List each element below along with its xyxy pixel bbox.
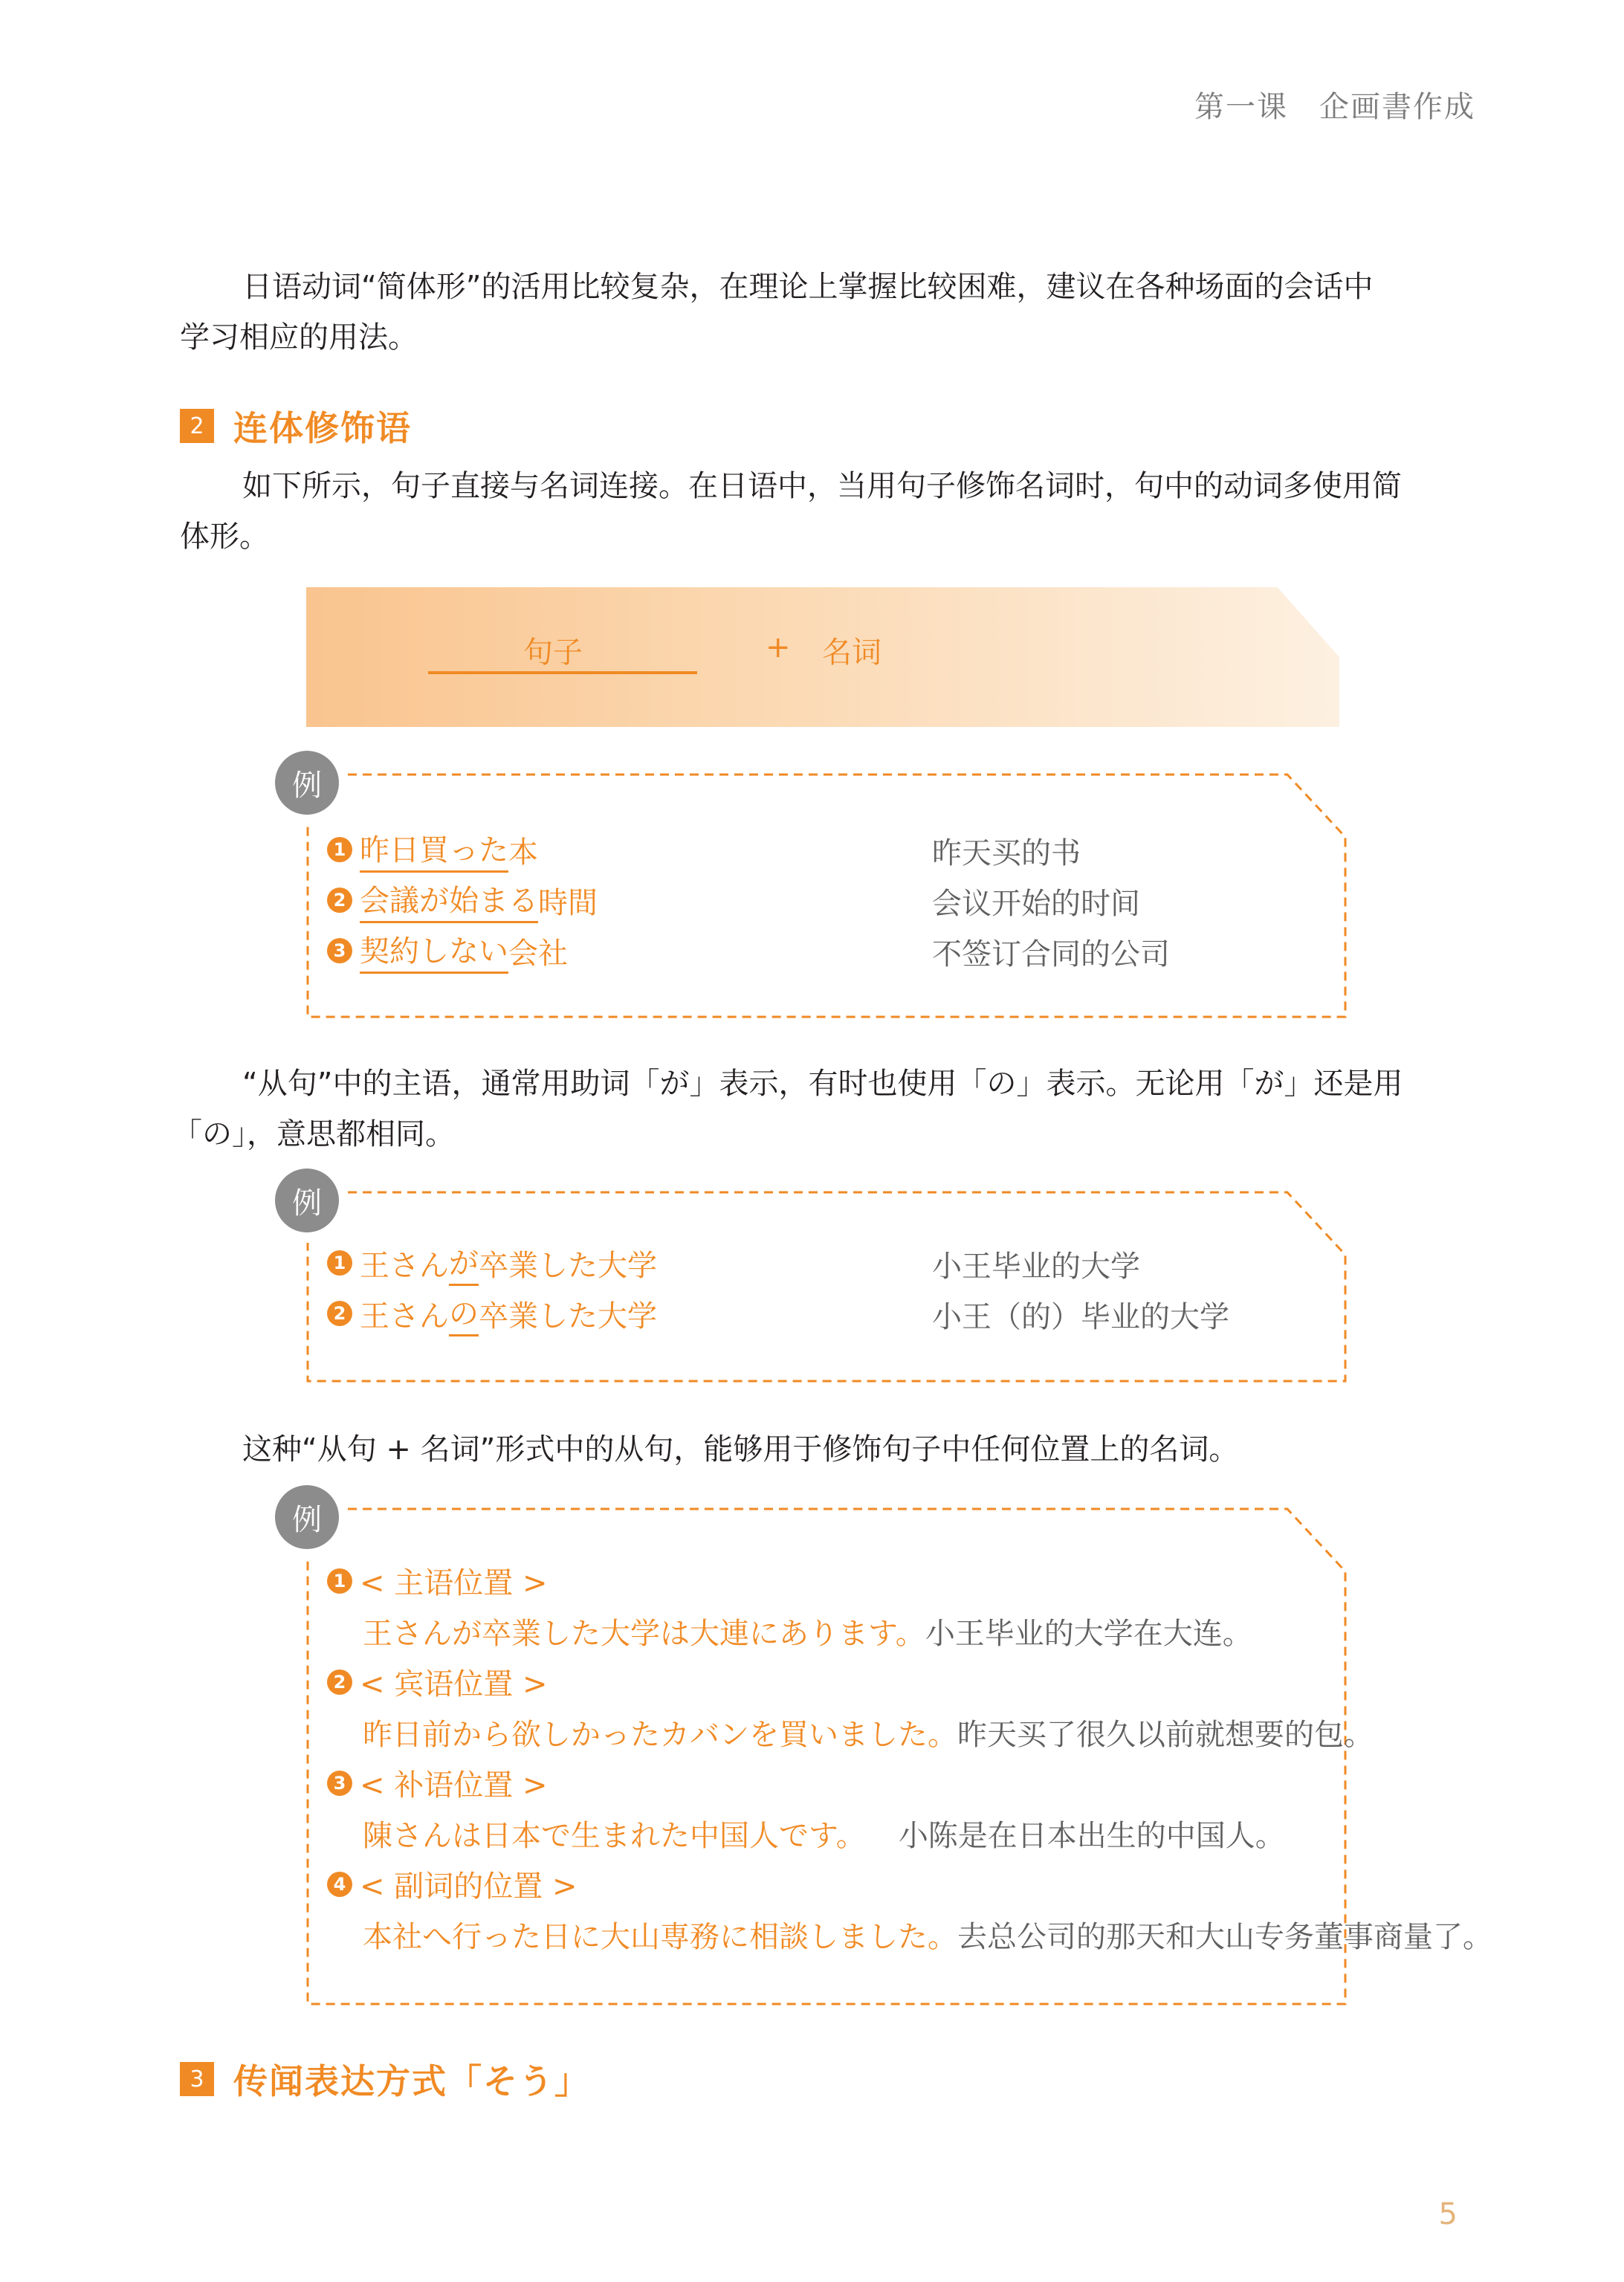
example-1-item-3-ja <box>327 928 568 974</box>
japanese-sentence: 本社へ行った日に大山専務に相談しました。 <box>363 1920 957 1954</box>
number-circle-icon: 2 <box>327 888 352 913</box>
example-1-item-3-zh: 不签订合同的公司 <box>932 937 1170 972</box>
page-number: 5 <box>1438 2197 1458 2231</box>
example-3-item-1-label <box>327 1559 547 1602</box>
noun-text: 時間 <box>538 885 598 920</box>
number-circle-icon: 1 <box>327 1568 352 1594</box>
section-3-heading <box>180 2055 590 2104</box>
example-3-item-2-sentence <box>363 1711 1374 1753</box>
example-1-item-1-zh: 昨天买的书 <box>932 836 1081 870</box>
subject-text: 王さん <box>360 1248 449 1283</box>
chinese-translation: 去总公司的那天和大山专务董事商量了。 <box>957 1920 1492 1954</box>
example-1-item-1-ja <box>327 827 538 873</box>
section-2-heading <box>180 401 412 450</box>
description-line-1: 如下所示，句子直接与名词连接。在日语中，当用句子修饰名词时，句中的动词多使用简 <box>242 469 1402 503</box>
japanese-sentence: 王さんが卒業した大学は大連にあります。 <box>363 1617 925 1651</box>
chinese-translation: 小陈是在日本出生的中国人。 <box>898 1819 1285 1853</box>
formula-part-noun: 名词 <box>822 636 881 670</box>
example-2-item-2-zh: 小王（的）毕业的大学 <box>932 1300 1229 1334</box>
description-line-2: 体形。 <box>180 520 269 554</box>
example-3-item-4-label <box>327 1863 577 1905</box>
section-2-description <box>180 461 1473 562</box>
underlined-clause: 昨日買った <box>360 827 508 873</box>
example-1-item-2-ja <box>327 877 598 923</box>
clause-text: 卒業した大学 <box>479 1299 657 1334</box>
number-circle-icon: 2 <box>327 1301 352 1326</box>
particle-ga: が <box>449 1240 479 1286</box>
example-2-item-2-ja <box>327 1290 657 1336</box>
example-2-item-1-zh: 小王毕业的大学 <box>932 1250 1140 1284</box>
position-label: < 宾语位置 > <box>360 1667 548 1701</box>
japanese-sentence: 昨日前から欲しかったカバンを買いました。 <box>363 1718 957 1752</box>
formula-plus: + <box>766 630 791 665</box>
position-label: < 补语位置 > <box>360 1768 548 1803</box>
subject-note-paragraph <box>172 1058 1481 1160</box>
formula-underline <box>428 671 697 674</box>
number-circle-icon: 3 <box>327 1771 352 1796</box>
running-header: 第一课 企画書作成 <box>1194 90 1475 124</box>
example-label-badge: 例 <box>275 751 339 815</box>
underlined-clause: 契約しない <box>360 928 508 974</box>
example-1-item-2-zh: 会议开始的时间 <box>932 887 1140 921</box>
subject-note-line-1: “从句”中的主语，通常用助词「が」表示，有时也使用「の」表示。无论用「が」还是用 <box>242 1067 1403 1101</box>
position-label: < 副词的位置 > <box>360 1869 578 1904</box>
chinese-translation: 小王毕业的大学在大连。 <box>925 1617 1252 1651</box>
number-circle-icon: 2 <box>327 1670 352 1695</box>
section-title: 连体修饰语 <box>233 408 412 448</box>
example-3-item-1-sentence <box>363 1610 1252 1652</box>
position-label: < 主语位置 > <box>360 1566 548 1600</box>
example-3-item-3-label <box>327 1762 547 1804</box>
intro-line-1: 日语动词“简体形”的活用比较复杂，在理论上掌握比较困难，建议在各种场面的会话中 <box>242 270 1374 304</box>
number-circle-icon: 1 <box>327 1250 352 1276</box>
example-3-item-4-sentence <box>363 1913 1492 1956</box>
section-title: 传闻表达方式「そう」 <box>233 2061 590 2101</box>
example-2-item-1-ja <box>327 1240 657 1286</box>
clause-note: 这种“从句 + 名词”形式中的从句，能够用于修饰句子中任何位置上的名词。 <box>242 1432 1239 1467</box>
formula-part-sentence: 句子 <box>523 636 583 670</box>
section-number-badge: 3 <box>180 2062 214 2096</box>
example-label-badge: 例 <box>275 1485 339 1549</box>
noun-text: 会社 <box>508 936 568 971</box>
japanese-sentence: 陳さんは日本で生まれた中国人です。 <box>363 1819 866 1853</box>
subject-text: 王さん <box>360 1299 449 1334</box>
particle-no: の <box>449 1290 479 1336</box>
number-circle-icon: 3 <box>327 938 352 963</box>
intro-paragraph <box>180 262 1473 363</box>
number-circle-icon: 1 <box>327 837 352 862</box>
intro-line-2: 学习相应的用法。 <box>180 320 418 355</box>
noun-text: 本 <box>508 835 538 870</box>
clause-text: 卒業した大学 <box>479 1248 657 1283</box>
example-3-item-2-label <box>327 1661 547 1703</box>
section-number-badge: 2 <box>180 409 214 443</box>
example-label-badge: 例 <box>275 1169 339 1232</box>
underlined-clause: 会議が始まる <box>360 877 538 923</box>
example-3-item-3-sentence <box>363 1812 1285 1855</box>
number-circle-icon: 4 <box>327 1872 352 1897</box>
subject-note-line-2: 「の」，意思都相同。 <box>172 1117 455 1151</box>
chinese-translation: 昨天买了很久以前就想要的包。 <box>957 1718 1374 1752</box>
